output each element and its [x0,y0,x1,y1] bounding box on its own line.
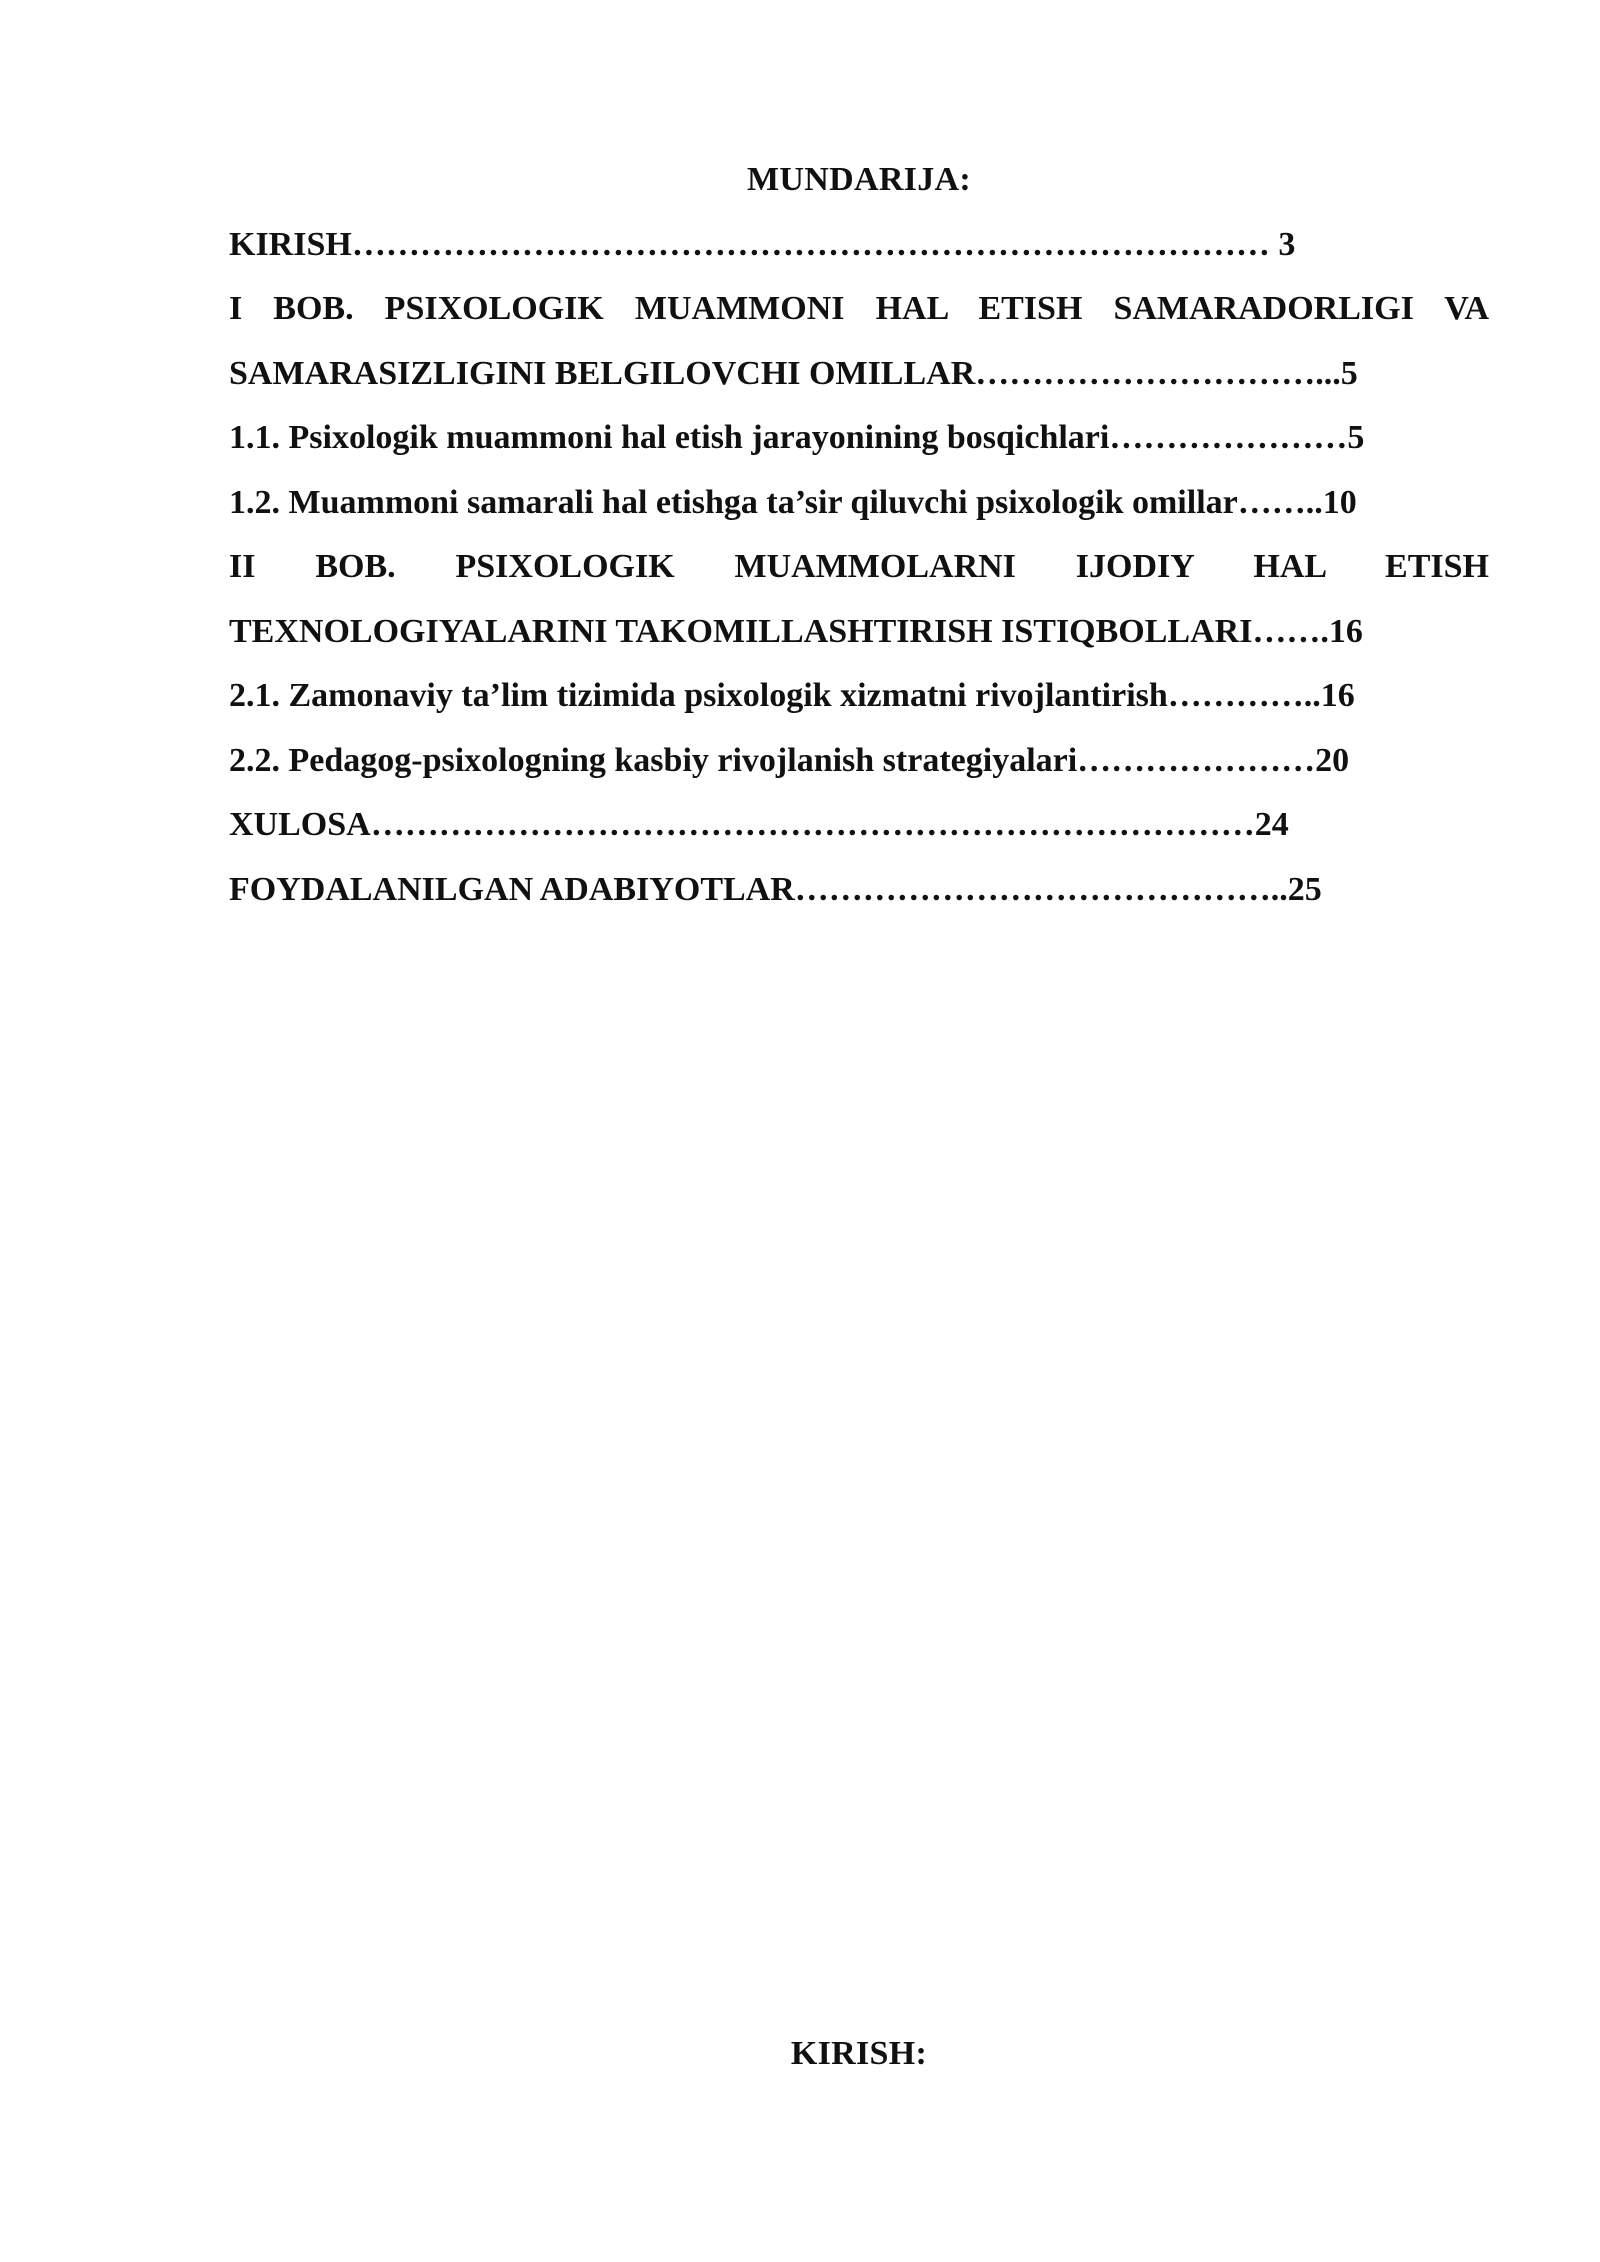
toc-entry-chapter-1-line-2: SAMARASIZLIGINI BELGILOVCHI OMILLAR…………………………...5 [229,354,1358,392]
toc-entry-chapter-2-line-1: II BOB. PSIXOLOGIK MUAMMOLARNI IJODIY HAL ETISH [229,548,1489,585]
toc-title: MUNDARIJA: [747,161,971,198]
section-heading: KIRISH: [790,2035,928,2072]
toc-entry-section-1-2: 1.2. Muammoni samarali hal etishga ta’sir qiluvchi psixologik omillar……..10 [229,483,1357,521]
toc-entry-section-2-1: 2.1. Zamonaviy ta’lim tizimida psixologik xizmatni rivojlantirish…………..16 [229,677,1355,714]
toc-entry-section-2-2: 2.2. Pedagog-psixologning kasbiy rivojlanish strategiyalari…………………20 [229,741,1350,779]
toc-entry-xulosa: XULOSA……………………………………………………………………24 [229,806,1289,843]
toc-entry-section-1-1: 1.1. Psixologik muammoni hal etish jarayonining bosqichlari…………………5 [229,419,1365,456]
table-of-contents [229,148,1489,922]
toc-entry-chapter-1-line-1: I BOB. PSIXOLOGIK MUAMMONI HAL ETISH SAMARADORLIGI VA [229,290,1489,327]
toc-entry-chapter-2-line-2: TEXNOLOGIYALARINI TAKOMILLASHTIRISH ISTIQBOLLARI…….16 [229,612,1363,650]
toc-entry-references: FOYDALANILGAN ADABIYOTLAR……………………………………..25 [229,870,1322,908]
toc-entry-kirish: KIRISH……………………………………………………………………… 3 [229,225,1296,263]
